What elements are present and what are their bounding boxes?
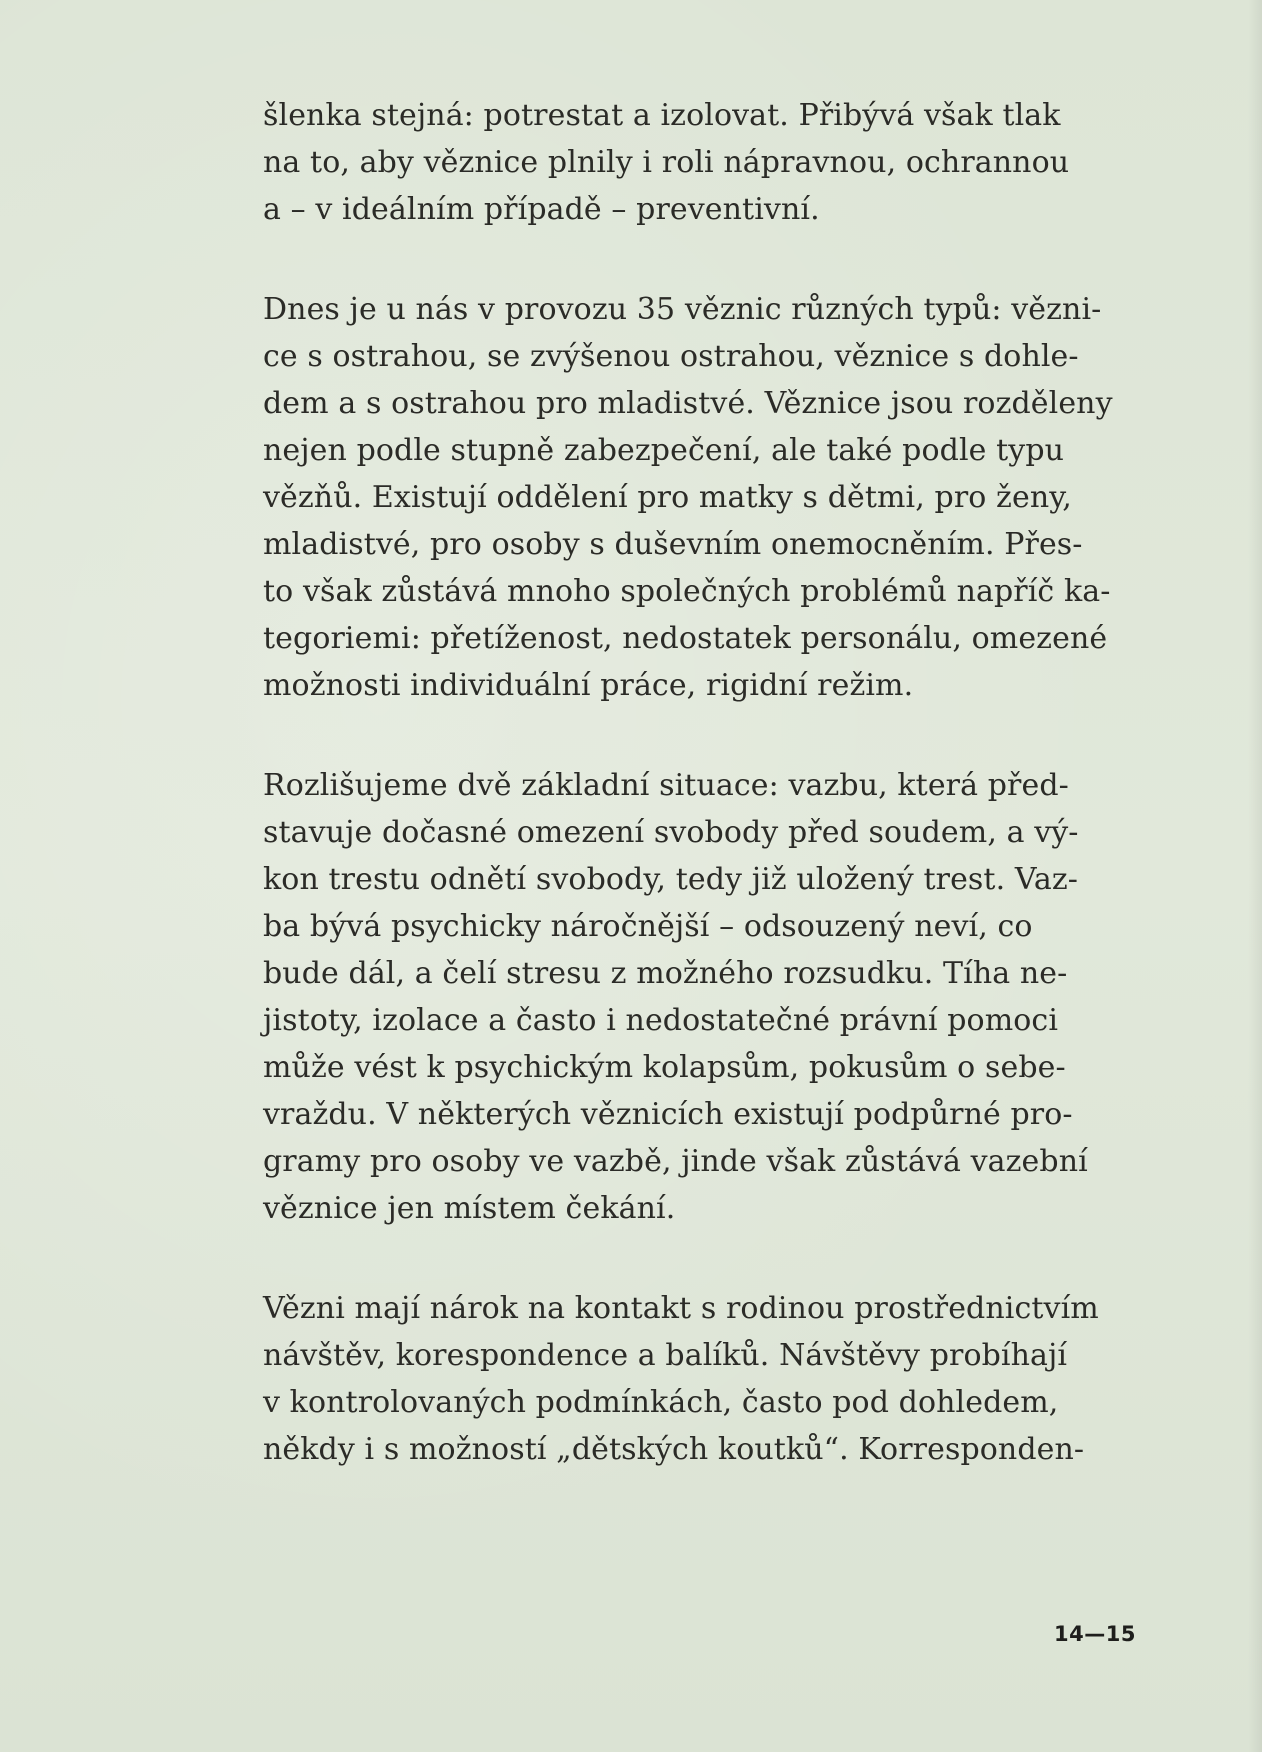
text-line: kon trestu odnětí svobody, tedy již uložený trest. Vaz- — [263, 862, 1078, 897]
text-line: dem a s ostrahou pro mladistvé. Věznice jsou rozděleny — [263, 386, 1113, 421]
text-line: jistoty, izolace a často i nedostatečné právní pomoci — [263, 1003, 1059, 1038]
text-line: Vězni mají nárok na kontakt s rodinou prostřednictvím — [263, 1291, 1099, 1326]
text-line: nejen podle stupně zabezpečení, ale také podle typu — [263, 433, 1065, 468]
text-line: šlenka stejná: potrestat a izolovat. Přibývá však tlak — [263, 98, 1061, 133]
text-line: ba bývá psychicky náročnější – odsouzený neví, co — [263, 909, 1033, 944]
text-line: může vést k psychickým kolapsům, pokusům o sebe- — [263, 1050, 1066, 1085]
text-line: Dnes je u nás v provozu 35 věznic různých typů: vězni- — [263, 292, 1102, 327]
text-line: věznice jen místem čekání. — [263, 1191, 676, 1226]
text-line: Rozlišujeme dvě základní situace: vazbu, která před- — [263, 768, 1069, 803]
paragraph-3 — [263, 762, 1143, 1232]
text-line: tegoriemi: přetíženost, nedostatek personálu, omezené — [263, 621, 1108, 656]
page-number: 14—15 — [1054, 1622, 1136, 1646]
text-line: na to, aby věznice plnily i roli nápravnou, ochrannou — [263, 145, 1070, 180]
text-line: gramy pro osoby ve vazbě, jinde však zůstává vazební — [263, 1144, 1088, 1179]
text-line: a – v ideálním případě – preventivní. — [263, 192, 820, 227]
text-line: bude dál, a čelí stresu z možného rozsudku. Tíha ne- — [263, 956, 1068, 991]
paragraph-1 — [263, 92, 1143, 233]
text-line: mladistvé, pro osoby s duševním onemocněním. Přes- — [263, 527, 1083, 562]
paragraph-4 — [263, 1285, 1143, 1473]
text-line: ce s ostrahou, se zvýšenou ostrahou, věznice s dohle- — [263, 339, 1079, 374]
text-line: možnosti individuální práce, rigidní režim. — [263, 668, 914, 703]
text-line: stavuje dočasné omezení svobody před soudem, a vý- — [263, 815, 1079, 850]
paragraph-2 — [263, 286, 1143, 709]
text-line: vraždu. V některých věznicích existují podpůrné pro- — [263, 1097, 1073, 1132]
body-text — [263, 92, 1143, 1473]
text-line: návštěv, korespondence a balíků. Návštěvy probíhají — [263, 1338, 1068, 1373]
text-line: v kontrolovaných podmínkách, často pod dohledem, — [263, 1385, 1059, 1420]
text-line: vězňů. Existují oddělení pro matky s dětmi, pro ženy, — [263, 480, 1072, 515]
text-line: to však zůstává mnoho společných problémů napříč ka- — [263, 574, 1111, 609]
page-edge-shadow — [1248, 0, 1262, 1752]
text-line: někdy i s možností „dětských koutků“. Korresponden- — [263, 1432, 1085, 1467]
